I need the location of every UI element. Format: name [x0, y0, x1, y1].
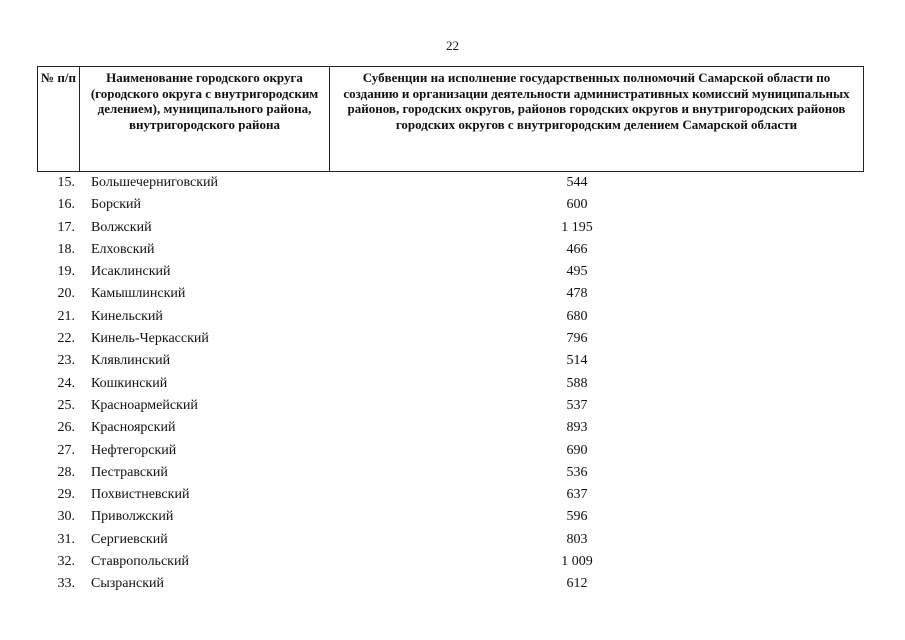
row-value: 544 [566, 175, 588, 190]
row-name: Волжский [91, 219, 152, 235]
row-value: 612 [566, 576, 588, 592]
table-row [37, 506, 864, 528]
row-number: 32. [57, 554, 75, 570]
row-value: 478 [566, 286, 588, 302]
header-name: Наименование городского округа (городского округа с внутригородским делением), муниципального района, внутригородского района [80, 67, 330, 171]
row-name: Похвистневский [91, 487, 190, 503]
row-value: 690 [566, 442, 588, 458]
table-body [37, 172, 864, 596]
row-number: 30. [57, 509, 75, 525]
row-value: 466 [566, 241, 588, 257]
row-value: 1 009 [561, 554, 593, 570]
row-value: 596 [566, 509, 588, 525]
row-value: 796 [566, 331, 588, 347]
row-value: 536 [566, 464, 588, 480]
table-row [37, 484, 864, 506]
table-row [37, 350, 864, 372]
row-number: 15. [57, 175, 75, 190]
row-number: 31. [57, 531, 75, 547]
row-number: 24. [57, 375, 75, 391]
row-number: 28. [57, 464, 75, 480]
row-number: 17. [57, 219, 75, 235]
row-number: 22. [57, 331, 75, 347]
table-row [37, 172, 864, 194]
table-row [37, 551, 864, 573]
row-value: 514 [566, 353, 588, 369]
row-name: Сызранский [91, 576, 164, 592]
row-name: Красноярский [91, 420, 176, 436]
row-name: Красноармейский [91, 397, 198, 413]
row-number: 25. [57, 397, 75, 413]
row-name: Кинель-Черкасский [91, 331, 209, 347]
row-value: 680 [566, 308, 588, 324]
row-value: 537 [566, 397, 588, 413]
table-row [37, 261, 864, 283]
header-number: № п/п [38, 67, 80, 171]
row-name: Приволжский [91, 509, 174, 525]
row-value: 1 195 [561, 219, 593, 235]
row-value: 495 [566, 264, 588, 280]
table-row [37, 239, 864, 261]
row-number: 18. [57, 241, 75, 257]
row-name: Ставропольский [91, 554, 189, 570]
row-name: Большечерниговский [91, 175, 219, 190]
row-name: Камышлинский [91, 286, 186, 302]
table-row [37, 440, 864, 462]
table-row [37, 417, 864, 439]
row-value: 600 [566, 197, 588, 213]
row-name: Сергиевский [91, 531, 168, 547]
row-number: 26. [57, 420, 75, 436]
row-number: 27. [57, 442, 75, 458]
row-name: Елховский [91, 241, 155, 257]
row-name: Клявлинский [91, 353, 171, 369]
page-number: 22 [446, 38, 459, 53]
row-number: 33. [57, 576, 75, 592]
row-value: 803 [566, 531, 588, 547]
row-number: 16. [57, 197, 75, 213]
header-subvention: Субвенции на исполнение государственных полномочий Самарской области по созданию и организации деятельности административных комиссий муниципальных районов, городских округов, районов городских округов и внутригородских районов городских округов с внутригородским делением Самарской области [343, 70, 850, 132]
row-value: 588 [566, 375, 588, 391]
row-number: 23. [57, 353, 75, 369]
row-number: 29. [57, 487, 75, 503]
table-row [37, 462, 864, 484]
row-name: Нефтегорский [91, 442, 177, 458]
row-name: Исаклинский [91, 264, 171, 280]
table-row [37, 283, 864, 305]
table-row [37, 573, 864, 595]
row-name: Кинельский [91, 308, 163, 324]
row-name: Пестравский [91, 464, 168, 480]
table-row [37, 373, 864, 395]
row-number: 19. [57, 264, 75, 280]
table-row [37, 328, 864, 350]
row-number: 21. [57, 308, 75, 324]
table-row [37, 306, 864, 328]
table-row [37, 217, 864, 239]
table-row [37, 194, 864, 216]
table-row [37, 529, 864, 551]
row-number: 20. [57, 286, 75, 302]
table-row [37, 395, 864, 417]
row-name: Кошкинский [91, 375, 168, 391]
row-name: Борский [91, 197, 142, 213]
row-value: 637 [566, 487, 588, 503]
row-value: 893 [566, 420, 588, 436]
table-header [37, 66, 864, 172]
